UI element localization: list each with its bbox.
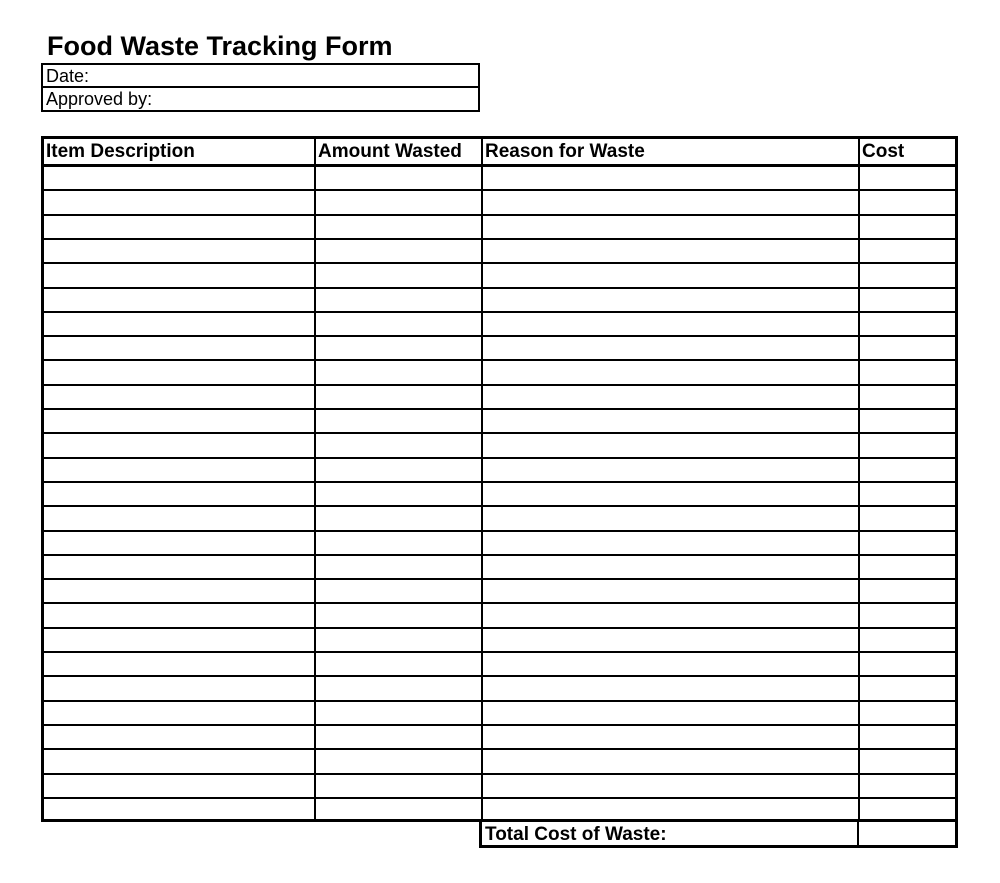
table-cell-reason[interactable] (483, 167, 860, 189)
table-cell-item[interactable] (44, 289, 314, 311)
table-cell-reason[interactable] (483, 240, 860, 262)
table-cell-item[interactable] (44, 434, 314, 456)
table-cell-cost[interactable] (860, 313, 958, 335)
table-cell-amount[interactable] (316, 264, 483, 286)
table-cell-amount[interactable] (316, 191, 483, 213)
table-cell-amount[interactable] (316, 410, 483, 432)
table-cell-amount[interactable] (316, 459, 483, 481)
table-cell-reason[interactable] (483, 775, 860, 797)
table-cell-reason[interactable] (483, 386, 860, 408)
table-cell-cost[interactable] (860, 361, 958, 383)
table-cell-amount[interactable] (316, 386, 483, 408)
table-cell-cost[interactable] (860, 629, 958, 651)
table-cell-cost[interactable] (860, 556, 958, 578)
table-cell-cost[interactable] (860, 216, 958, 238)
table-cell-reason[interactable] (483, 337, 860, 359)
total-separator (857, 822, 859, 845)
table-cell-item[interactable] (44, 750, 314, 772)
table-cell-cost[interactable] (860, 580, 958, 602)
table-cell-amount[interactable] (316, 361, 483, 383)
date-label: Date: (46, 66, 90, 86)
table-cell-amount[interactable] (316, 556, 483, 578)
form-meta-box (41, 63, 480, 112)
table-cell-reason[interactable] (483, 313, 860, 335)
table-cell-item[interactable] (44, 653, 314, 675)
table-cell-item[interactable] (44, 677, 314, 699)
table-cell-amount[interactable] (316, 750, 483, 772)
table-cell-item[interactable] (44, 191, 314, 213)
table-cell-reason[interactable] (483, 410, 860, 432)
table-cell-item[interactable] (44, 264, 314, 286)
table-cell-item[interactable] (44, 532, 314, 554)
table-cell-cost[interactable] (860, 604, 958, 626)
approved-by-field[interactable] (43, 88, 478, 111)
column-header-amount: Amount Wasted (318, 141, 462, 162)
waste-table (41, 136, 958, 822)
table-cell-cost[interactable] (860, 483, 958, 505)
table-cell-cost[interactable] (860, 799, 958, 821)
table-cell-reason[interactable] (483, 289, 860, 311)
table-cell-reason[interactable] (483, 677, 860, 699)
table-cell-amount[interactable] (316, 604, 483, 626)
table-cell-reason[interactable] (483, 361, 860, 383)
table-cell-reason[interactable] (483, 556, 860, 578)
table-cell-amount[interactable] (316, 507, 483, 529)
table-cell-cost[interactable] (860, 289, 958, 311)
table-cell-item[interactable] (44, 507, 314, 529)
table-cell-reason[interactable] (483, 580, 860, 602)
table-cell-amount[interactable] (316, 580, 483, 602)
table-cell-amount[interactable] (316, 532, 483, 554)
table-cell-item[interactable] (44, 556, 314, 578)
table-cell-item[interactable] (44, 410, 314, 432)
table-cell-reason[interactable] (483, 191, 860, 213)
table-cell-amount[interactable] (316, 629, 483, 651)
table-cell-reason[interactable] (483, 532, 860, 554)
table-cell-item[interactable] (44, 459, 314, 481)
table-cell-amount[interactable] (316, 483, 483, 505)
table-cell-item[interactable] (44, 799, 314, 821)
table-cell-reason[interactable] (483, 434, 860, 456)
table-cell-reason[interactable] (483, 507, 860, 529)
table-cell-reason[interactable] (483, 483, 860, 505)
table-cell-amount[interactable] (316, 313, 483, 335)
table-cell-amount[interactable] (316, 726, 483, 748)
table-cell-cost[interactable] (860, 507, 958, 529)
table-cell-item[interactable] (44, 337, 314, 359)
date-field[interactable] (43, 65, 478, 88)
table-cell-cost[interactable] (860, 750, 958, 772)
table-cell-reason[interactable] (483, 604, 860, 626)
table-cell-amount[interactable] (316, 240, 483, 262)
table-cell-cost[interactable] (860, 264, 958, 286)
table-cell-cost[interactable] (860, 702, 958, 724)
table-cell-reason[interactable] (483, 216, 860, 238)
table-cell-amount[interactable] (316, 677, 483, 699)
total-cost-value[interactable] (861, 822, 953, 845)
table-cell-cost[interactable] (860, 386, 958, 408)
table-cell-reason[interactable] (483, 799, 860, 821)
table-cell-cost[interactable] (860, 337, 958, 359)
table-cell-cost[interactable] (860, 434, 958, 456)
table-cell-item[interactable] (44, 167, 314, 189)
table-cell-item[interactable] (44, 580, 314, 602)
table-cell-reason[interactable] (483, 750, 860, 772)
table-cell-cost[interactable] (860, 410, 958, 432)
table-cell-amount[interactable] (316, 434, 483, 456)
table-cell-cost[interactable] (860, 167, 958, 189)
form-title: Food Waste Tracking Form (47, 31, 393, 61)
column-header-reason: Reason for Waste (485, 141, 645, 162)
table-cell-item[interactable] (44, 361, 314, 383)
table-cell-item[interactable] (44, 313, 314, 335)
approved-by-label: Approved by: (46, 89, 153, 109)
table-cell-item[interactable] (44, 604, 314, 626)
table-cell-cost[interactable] (860, 677, 958, 699)
table-cell-amount[interactable] (316, 775, 483, 797)
table-cell-cost[interactable] (860, 653, 958, 675)
table-cell-amount[interactable] (316, 289, 483, 311)
table-cell-amount[interactable] (316, 167, 483, 189)
table-cell-reason[interactable] (483, 629, 860, 651)
column-header-cost: Cost (862, 141, 905, 162)
table-cell-item[interactable] (44, 702, 314, 724)
table-cell-item[interactable] (44, 726, 314, 748)
table-cell-item[interactable] (44, 483, 314, 505)
table-cell-item[interactable] (44, 216, 314, 238)
table-cell-item[interactable] (44, 775, 314, 797)
total-row (479, 819, 958, 848)
table-cell-amount[interactable] (316, 799, 483, 821)
table-cell-item[interactable] (44, 629, 314, 651)
table-cell-amount[interactable] (316, 653, 483, 675)
table-cell-reason[interactable] (483, 726, 860, 748)
column-header-item: Item Description (46, 141, 195, 162)
table-cell-item[interactable] (44, 386, 314, 408)
table-cell-cost[interactable] (860, 726, 958, 748)
total-cost-label: Total Cost of Waste: (485, 824, 667, 845)
table-cell-cost[interactable] (860, 240, 958, 262)
table-cell-reason[interactable] (483, 264, 860, 286)
table-cell-amount[interactable] (316, 216, 483, 238)
table-cell-reason[interactable] (483, 702, 860, 724)
table-cell-cost[interactable] (860, 775, 958, 797)
table-cell-reason[interactable] (483, 653, 860, 675)
table-cell-cost[interactable] (860, 459, 958, 481)
table-cell-reason[interactable] (483, 459, 860, 481)
table-cell-amount[interactable] (316, 702, 483, 724)
table-cell-amount[interactable] (316, 337, 483, 359)
table-cell-cost[interactable] (860, 532, 958, 554)
table-cell-item[interactable] (44, 240, 314, 262)
table-cell-cost[interactable] (860, 191, 958, 213)
